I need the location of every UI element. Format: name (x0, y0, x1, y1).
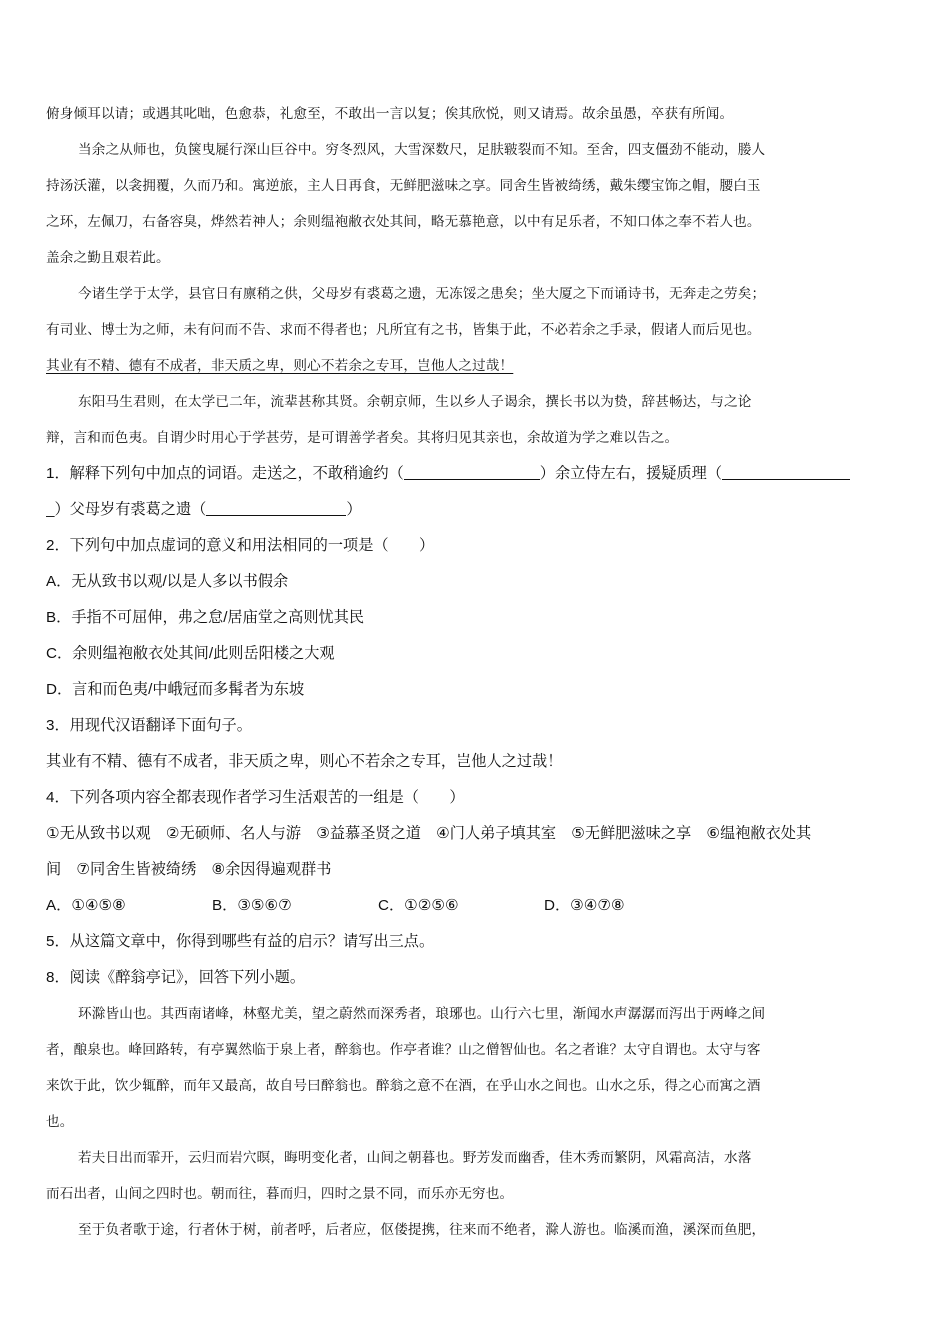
question-3-stem: 3．用现代汉语翻译下面句子。 (46, 717, 252, 734)
passage1-text-line: 有司业、博士为之师，未有问而不告、求而不得者也；凡所宜有之书，皆集于此，不必若余之手录，假诸人而后见也。 (46, 322, 761, 338)
underlined-text: 其业有不精、德有不成者，非天质之卑，则心不若余之专耳，岂他人之过哉！ (46, 358, 514, 374)
question-1-text: _）父母岁有裘葛之遗（ (46, 501, 207, 518)
question-2-option[interactable]: C．余则缊袍敝衣处其间/此则岳阳楼之大观 (46, 645, 335, 662)
question-4-options (46, 888, 908, 924)
passage2-text-line: 至于负者歌于途，行者休于树，前者呼，后者应，伛偻提携，往来而不绝者，滁人游也。临溪而渔，溪深而鱼肥， (78, 1222, 766, 1238)
answer-blank[interactable] (722, 465, 850, 480)
question-4-option[interactable]: B．③⑤⑥⑦ (212, 897, 292, 914)
question-4-option[interactable]: A．①④⑤⑧ (46, 897, 126, 914)
answer-blank[interactable] (206, 501, 346, 516)
question-4-items: ①无从致书以观 ②无硕师、名人与游 ③益慕圣贤之道 ④门人弟子填其室 ⑤无鲜肥滋味之享 ⑥缊袍敝衣处其 (46, 825, 812, 842)
question-5-stem: 5．从这篇文章中，你得到哪些有益的启示？请写出三点。 (46, 933, 435, 950)
question-1-line1 (46, 456, 908, 492)
question-4-option[interactable]: C．①②⑤⑥ (378, 897, 459, 914)
question-1-text: 1．解释下列句中加点的词语。走送之，不敢稍逾约（ (46, 465, 404, 482)
question-2-option[interactable]: D．言和而色夷/中峨冠而多髯者为东坡 (46, 681, 305, 698)
question-8-stem: 8．阅读《醉翁亭记》，回答下列小题。 (46, 969, 306, 986)
question-1-text: ） (346, 501, 362, 518)
question-2-option[interactable]: A．无从致书以观/以是人多以书假余 (46, 573, 289, 590)
passage1-text-line: 今诸生学于太学，县官日有廪稍之供，父母岁有裘葛之遗，无冻馁之患矣；坐大厦之下而诵诗书，无奔走之劳矣； (78, 286, 766, 302)
passage1-text-line: 持汤沃灌，以衾拥覆，久而乃和。寓逆旅，主人日再食，无鲜肥滋味之享。同舍生皆被绮绣，戴朱缨宝饰之帽，腰白玉 (46, 178, 761, 194)
passage2-text-line: 而石出者，山间之四时也。朝而往，暮而归，四时之景不同，而乐亦无穷也。 (46, 1186, 514, 1202)
passage1-text-line: 盖余之勤且艰若此。 (46, 250, 170, 266)
passage2-text-line: 环滁皆山也。其西南诸峰，林壑尤美，望之蔚然而深秀者，琅琊也。山行六七里，渐闻水声潺潺而泻出于两峰之间 (78, 1006, 766, 1022)
question-2-stem: 2．下列句中加点虚词的意义和用法相同的一项是（ ） (46, 537, 435, 554)
passage2-text-line: 若夫日出而霏开，云归而岩穴暝，晦明变化者，山间之朝暮也。野芳发而幽香，佳木秀而繁阴，风霜高洁，水落 (78, 1150, 752, 1166)
document-page (46, 96, 908, 1248)
passage1-text-line: 辩，言和而色夷。自谓少时用心于学甚劳，是可谓善学者矣。其将归见其亲也，余故道为学之难以告之。 (46, 430, 679, 446)
passage1-text-line: 俯身倾耳以请；或遇其叱咄，色愈恭，礼愈至，不敢出一言以复；俟其欣悦，则又请焉。故余虽愚，卒获有所闻。 (46, 106, 734, 122)
question-4-option[interactable]: D．③④⑦⑧ (544, 897, 625, 914)
question-2-option[interactable]: B．手指不可屈伸，弗之怠/居庙堂之高则忧其民 (46, 609, 365, 626)
question-3-sentence: 其业有不精、德有不成者，非天质之卑，则心不若余之专耳，岂他人之过哉！ (46, 753, 563, 770)
passage2-text-line: 来饮于此，饮少辄醉，而年又最高，故自号曰醉翁也。醉翁之意不在酒，在乎山水之间也。山水之乐，得之心而寓之酒 (46, 1078, 761, 1094)
question-4-stem: 4．下列各项内容全都表现作者学习生活艰苦的一组是（ ） (46, 789, 465, 806)
question-4-items: 间 ⑦同舍生皆被绮绣 ⑧余因得遍观群书 (46, 861, 332, 878)
question-1-text: ）余立侍左右，援疑质理（ (539, 465, 723, 482)
passage1-underlined-sentence (46, 348, 908, 384)
passage2-text-line: 也。 (46, 1114, 74, 1130)
passage1-text-line: 当余之从师也，负箧曳屣行深山巨谷中。穷冬烈风，大雪深数尺，足肤皲裂而不知。至舍，四支僵劲不能动，媵人 (78, 142, 766, 158)
question-1-line2 (46, 492, 908, 528)
passage1-text-line: 之环，左佩刀，右备容臭，烨然若神人；余则缊袍敝衣处其间，略无慕艳意，以中有足乐者，不知口体之奉不若人也。 (46, 214, 761, 230)
answer-blank[interactable] (404, 465, 540, 480)
passage1-text-line: 东阳马生君则，在太学已二年，流辈甚称其贤。余朝京师，生以乡人子谒余，撰长书以为贽，辞甚畅达，与之论 (78, 394, 752, 410)
passage2-text-line: 者，酿泉也。峰回路转，有亭翼然临于泉上者，醉翁也。作亭者谁？山之僧智仙也。名之者谁？太守自谓也。太守与客 (46, 1042, 761, 1058)
